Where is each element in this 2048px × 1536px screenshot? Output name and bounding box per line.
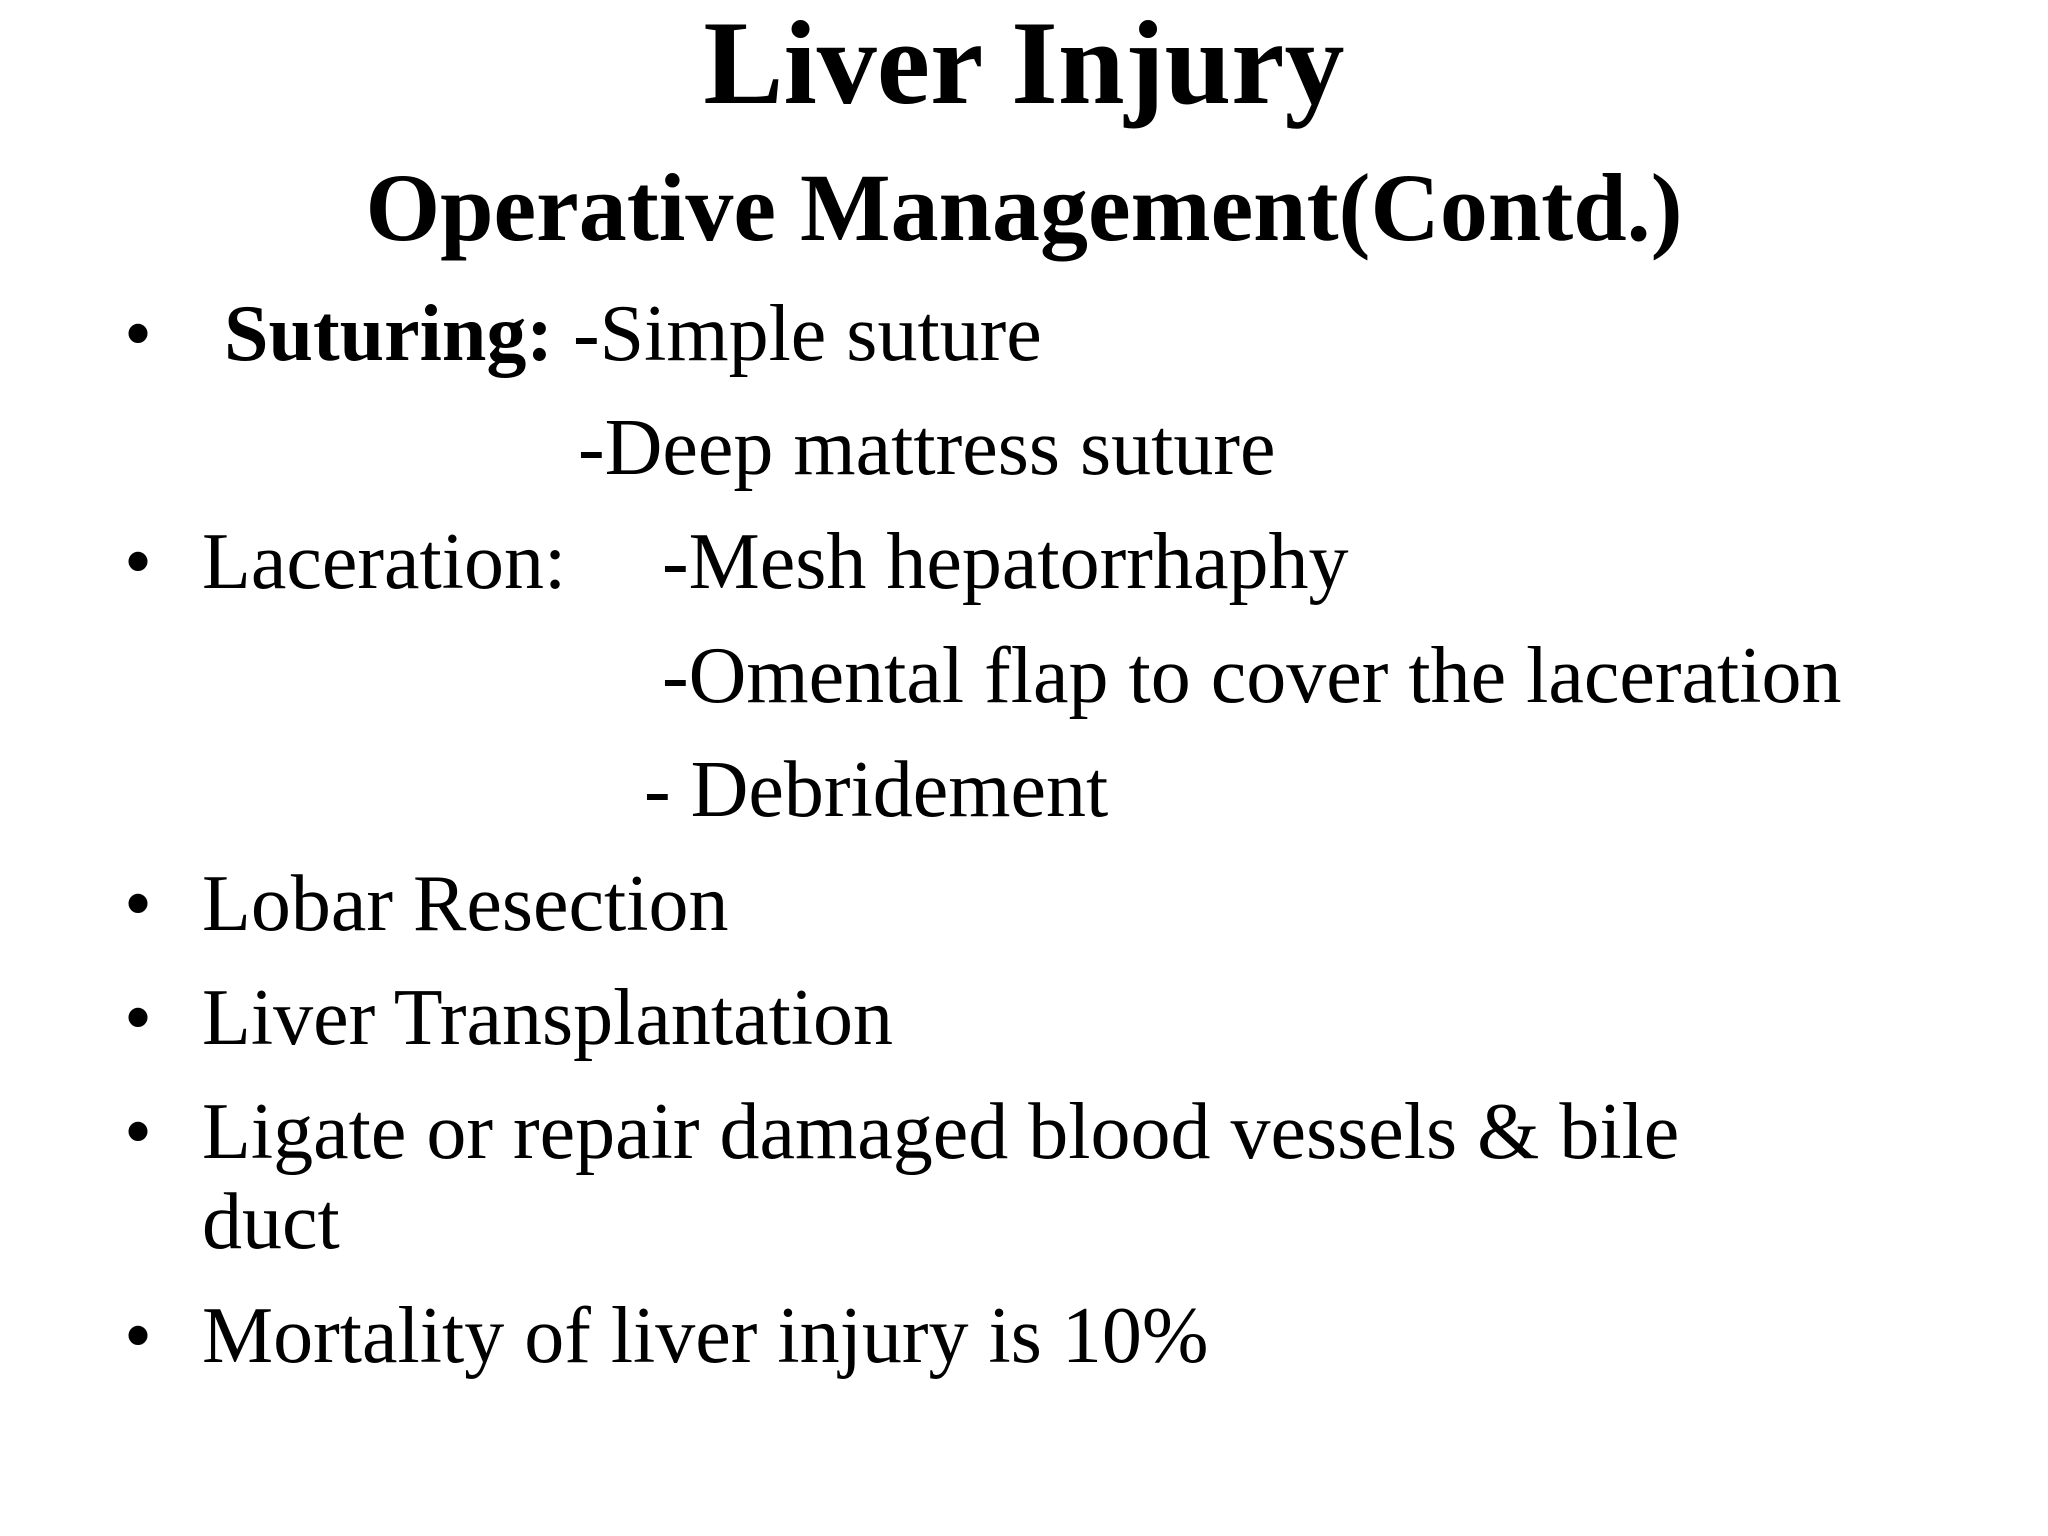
laceration-label: Laceration: [202,518,567,606]
laceration-sub-3: - Debridement [644,746,1109,834]
suturing-sub-1: -Simple suture [572,290,1042,378]
bullet-suturing [224,286,1042,382]
bullet-ligate-line-1: Ligate or repair damaged blood vessels & bile [202,1088,1680,1176]
bullet-liver-transplantation: Liver Transplantation [202,974,894,1062]
bullet-mortality: Mortality of liver injury is 10% [202,1292,1209,1380]
bullet-marker: • [124,860,153,948]
suturing-sub-2: -Deep mattress suture [578,404,1276,492]
bullet-marker: • [124,1292,153,1380]
bullet-marker: • [124,518,153,606]
bullet-lobar-resection: Lobar Resection [202,860,729,948]
slide-title: Liver Injury [703,0,1345,129]
suturing-label: Suturing: [224,290,553,378]
laceration-sub-2: -Omental flap to cover the laceration [662,632,1842,720]
bullet-marker: • [124,974,153,1062]
bullet-marker: • [124,290,153,378]
bullet-marker: • [124,1088,153,1176]
bullet-ligate-line-2: duct [202,1178,340,1266]
laceration-sub-1: -Mesh hepatorrhaphy [662,518,1349,606]
slide-subtitle: Operative Management(Contd.) [365,154,1683,261]
